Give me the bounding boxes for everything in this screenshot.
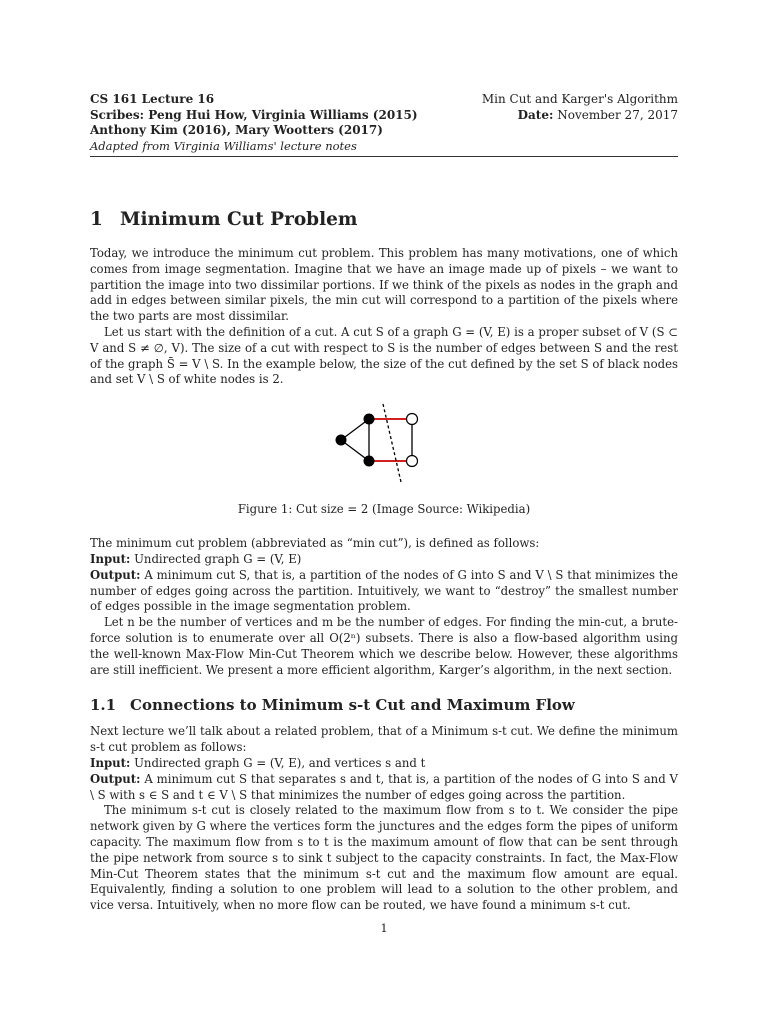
cut-figure [90, 402, 678, 492]
black-node [364, 414, 375, 425]
paragraph-maxflow: The minimum s-t cut is closely related to the maximum flow from s to t. We consider the pipe network given by G where the vertices form the junctures and the edges form the pipes of uniform capacity. The maximum flow from s to t is the maximum amount of flow that can be sent through the pipe network from source s to sink t subject to the capacity constraints. In fact, the Max-Flow Min-Cut Theorem states that the minimum s-t cut and the maximum flow amount are equal. Equivalently, finding a solution to one problem will lead to a solution to the other problem, and vice versa. Intuitively, when no more flow can be routed, we have found a minimum s-t cut. [90, 803, 678, 913]
output-line: Output: A minimum cut S, that is, a partition of the nodes of G into S and V \ S that minimizes the number of edges going across the partition. Intuitively, we want to “destroy” the smallest number of edges possible in the image segmentation problem. [90, 567, 679, 614]
black-node [336, 435, 347, 446]
cut-line [383, 404, 401, 482]
paragraph-st-cut: Next lecture we’ll talk about a related problem, that of a Minimum s-t cut. We define the minimum s-t cut problem as follows: [90, 724, 678, 755]
paragraph-intro: Today, we introduce the minimum cut problem. This problem has many motivations, one of which comes from image segmentation. Imagine that we have an image made up of pixels – we want to partition the image into two dissimilar portions. If we think of the pixels as nodes in the graph and add in edges between similar pixels, the min cut will correspond to a partition of the pixels where the two parts are most dissimilar. [90, 246, 678, 324]
subsection-heading: 1.1 Connections to Minimum s-t Cut and Maximum Flow [90, 696, 575, 715]
lecture-date: Date: November 27, 2017 [517, 107, 678, 122]
white-node [407, 414, 418, 425]
page-content [90, 92, 678, 914]
scribes-line: Scribes: Peng Hui How, Virginia Williams (2015) [90, 107, 418, 122]
adapted-note: Adapted from Virginia Williams' lecture notes [90, 138, 357, 153]
lecture-topic: Min Cut and Karger's Algorithm [481, 92, 678, 106]
cut-graph-diagram [329, 402, 439, 492]
paragraph-mincut-definition: The minimum cut problem (abbreviated as “min cut”), is defined as follows: [90, 536, 540, 551]
white-node [407, 456, 418, 467]
paragraph-bruteforce: Let n be the number of vertices and m be the number of edges. For finding the min-cut, a brute-force solution is to enumerate over all O(2ⁿ) subsets. There is also a flow-based algorithm using the well-known Max-Flow Min-Cut Theorem which we describe below. However, these algorithms are still inefficient. We present a more efficient algorithm, Karger’s algorithm, in the next section. [90, 615, 678, 677]
output-line-st: Output: A minimum cut S that separates s and t, that is, a partition of the nodes of G into S and V \ S with s ∈ S and t ∈ V \ S that minimizes the number of edges going across the partition. [90, 771, 678, 802]
input-line: Input: Undirected graph G = (V, E) [90, 551, 302, 566]
course-title: CS 161 Lecture 16 [90, 92, 215, 106]
black-node [364, 456, 375, 467]
paragraph-cut-definition: Let us start with the definition of a cut. A cut S of a graph G = (V, E) is a proper subset of V (S ⊂ V and S ≠ ∅, V). The size of a cut with respect to S is the number of edges between S and the rest of the graph S̄ = V \ S. In the example below, the size of the cut defined by the set S of black nodes and set V \ S of white nodes is 2. [90, 324, 678, 387]
section-heading: 1 Minimum Cut Problem [90, 209, 358, 230]
figure-caption: Figure 1: Cut size = 2 (Image Source: Wikipedia) [237, 502, 531, 517]
page-number: 1 [380, 921, 388, 935]
scribes-line-2: Anthony Kim (2016), Mary Wootters (2017) [90, 123, 383, 137]
input-line-st: Input: Undirected graph G = (V, E), and vertices s and t [90, 755, 426, 770]
header-rule [90, 156, 678, 157]
lecture-header [90, 92, 678, 154]
